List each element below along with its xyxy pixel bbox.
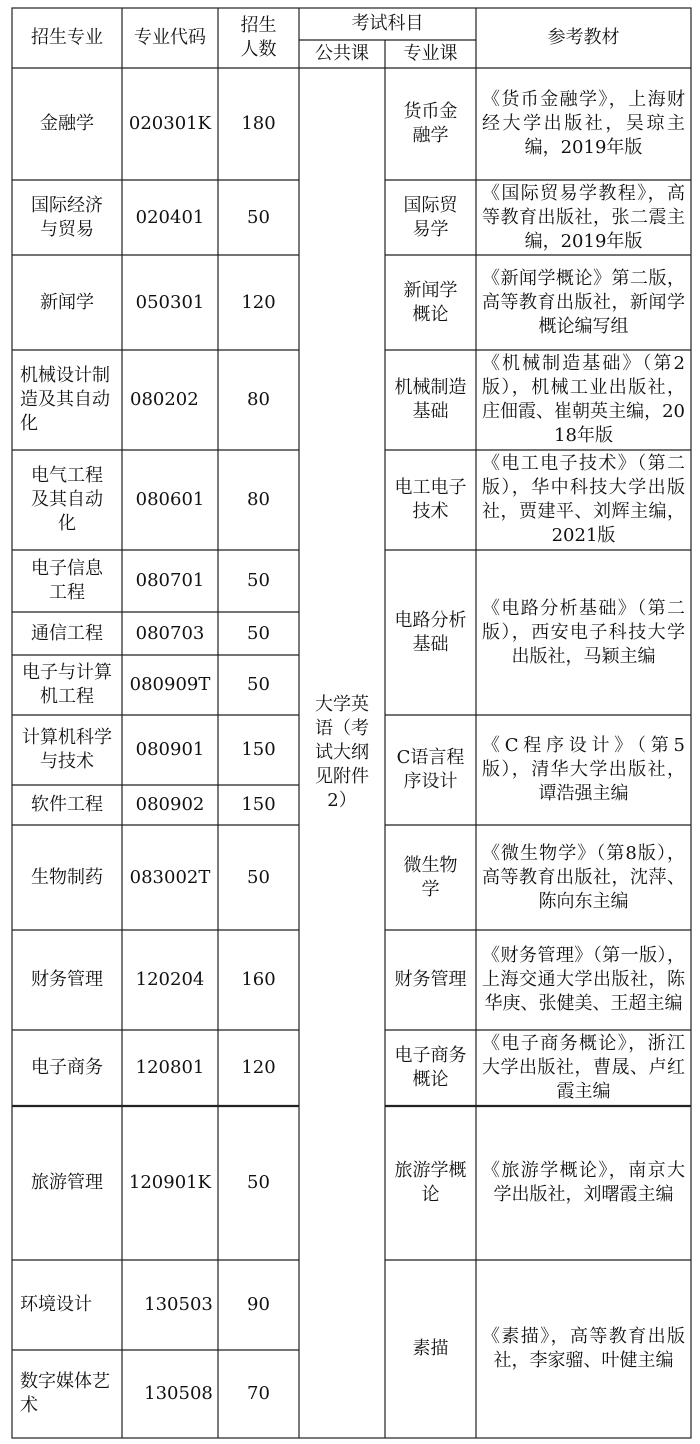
code-cell: 083002T (129, 866, 211, 888)
code-cell: 080701 (135, 570, 205, 591)
quota-cell: 90 (247, 1294, 270, 1315)
textbook-cell: 《机械制造基础》（第2版），机械工业出版社，庄佃霞、崔朝英主编，2018年版 (482, 353, 685, 446)
major-cell: 新闻学 (40, 291, 94, 313)
major-cell: 电子商务 (31, 1057, 103, 1078)
professional-course-cell: 新闻学概论 (403, 279, 458, 325)
professional-course-cell: 机械制造基础 (394, 377, 467, 422)
textbook-cell: 《电子商务概论》，浙江大学出版社，曹晟、卢红霞主编 (482, 1033, 685, 1102)
code-cell: 130508 (144, 1383, 213, 1404)
textbook-cell: 《电工电子技术》（第二版），华中科技大学出版社，贾建平、刘辉主编，2021版 (482, 453, 685, 546)
textbook-cell: 《微生物学》（第8版），高等教育出版社，沈萍、陈向东主编 (482, 842, 685, 912)
code-cell: 080202 (130, 389, 199, 410)
quota-cell: 160 (241, 969, 276, 990)
major-cell: 国际经济与贸易 (31, 194, 103, 240)
code-cell: 050301 (135, 291, 205, 313)
major-cell: 财务管理 (31, 969, 103, 990)
professional-course-cell: 电子商务概论 (394, 1045, 467, 1090)
major-cell: 计算机科学与技术 (22, 727, 112, 772)
quota-cell: 120 (241, 291, 276, 313)
textbook-cell: 《C程序设计》（第5版），清华大学出版社，谭浩强主编 (482, 735, 685, 804)
major-cell: 电气工程及其自动化 (31, 465, 103, 534)
major-cell: 电子与计算机工程 (22, 662, 112, 707)
code-cell: 080703 (135, 622, 205, 644)
quota-cell: 180 (241, 113, 276, 134)
quota-cell: 50 (247, 1172, 270, 1193)
header-subjects: 考试科目 (351, 13, 424, 34)
major-cell: 金融学 (40, 113, 94, 134)
quota-cell: 50 (247, 622, 270, 644)
professional-course-cell: 电路分析基础 (394, 609, 467, 655)
quota-cell: 80 (247, 389, 270, 410)
quota-cell: 80 (247, 489, 270, 510)
code-cell: 080901 (135, 739, 205, 760)
professional-course-cell: 电工电子技术 (394, 477, 467, 522)
textbook-cell: 《电路分析基础》（第二版），西安电子科技大学出版社，马颖主编 (482, 597, 685, 667)
textbook-cell: 《国际贸易学教程》，高等教育出版社，张二震主编，2019年版 (482, 182, 685, 252)
textbook-cell: 《新闻学概论》第二版，高等教育出版社，新闻学概论编写组 (482, 267, 685, 337)
textbook-cell: 《旅游学概论》，南京大学出版社，刘曙霞主编 (482, 1160, 685, 1205)
header-code: 专业代码 (134, 27, 206, 48)
textbook-cell: 《财务管理》（第一版），上海交通大学出版社，陈华庚、张健美、王超主编 (482, 945, 685, 1014)
professional-course-cell: 素描 (412, 1338, 449, 1359)
major-cell: 生物制药 (31, 866, 103, 888)
professional-course-cell: 货币金融学 (403, 101, 458, 146)
code-cell: 120204 (135, 969, 205, 990)
major-cell: 旅游管理 (31, 1172, 103, 1193)
code-cell: 020401 (135, 206, 205, 228)
public-course-cell: 大学英语（考试大纲见附件2） (315, 694, 369, 811)
header-public-course: 公共课 (315, 43, 369, 64)
professional-course-cell: 国际贸易学 (403, 194, 458, 240)
professional-course-cell: 微生物学 (403, 854, 458, 900)
major-cell: 软件工程 (31, 794, 103, 815)
header-textbook: 参考教材 (547, 27, 620, 48)
major-cell: 数字媒体艺术 (20, 1371, 110, 1416)
quota-cell: 50 (247, 570, 270, 591)
quota-cell: 150 (241, 739, 276, 760)
quota-cell: 50 (247, 866, 270, 888)
code-cell: 130503 (144, 1294, 213, 1315)
header-major: 招生专业 (31, 27, 103, 48)
major-cell: 通信工程 (31, 622, 103, 644)
quota-cell: 150 (241, 794, 276, 815)
quota-cell: 50 (247, 206, 270, 228)
header-quota: 招生人数 (240, 15, 277, 60)
code-cell: 080902 (135, 794, 205, 815)
header-professional-course: 专业课 (403, 43, 458, 64)
professional-course-cell: 财务管理 (394, 969, 467, 990)
major-cell: 电子信息工程 (31, 558, 103, 603)
code-cell: 080909T (129, 674, 211, 695)
quota-cell: 50 (247, 674, 270, 695)
code-cell: 120801 (135, 1057, 205, 1078)
textbook-cell: 《素描》，高等教育出版社，李家骝、叶健主编 (482, 1326, 685, 1371)
professional-course-cell: 旅游学概论 (394, 1160, 467, 1205)
major-cell: 环境设计 (20, 1294, 92, 1315)
textbook-cell: 《货币金融学》，上海财经大学出版社，吴琼主编，2019年版 (482, 89, 685, 158)
major-cell: 机械设计制造及其自动化 (20, 365, 110, 434)
professional-course-cell: C语言程序设计 (396, 747, 465, 792)
quota-cell: 120 (241, 1057, 276, 1078)
code-cell: 080601 (135, 489, 205, 510)
code-cell: 020301K (128, 113, 212, 134)
code-cell: 120901K (128, 1172, 212, 1193)
quota-cell: 70 (247, 1383, 270, 1404)
